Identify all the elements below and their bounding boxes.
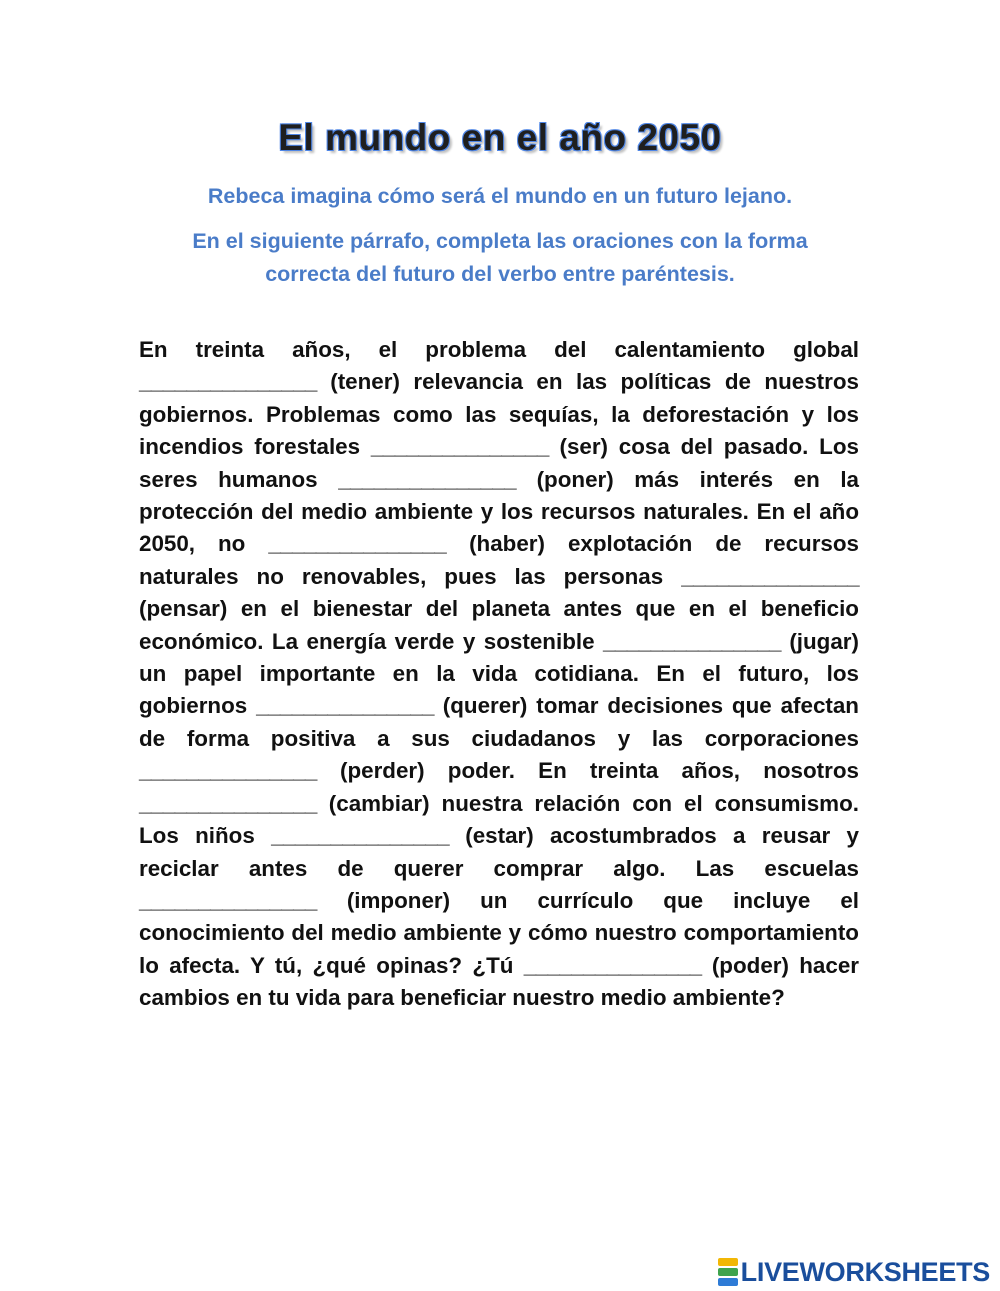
text-segment: (querer) tomar decisiones que afectan de forma positiva a sus ciudadanos y las corporaciones bbox=[139, 693, 859, 751]
liveworksheets-logo bbox=[718, 1255, 990, 1289]
logo-text: LIVEWORKSHEETS bbox=[740, 1256, 990, 1287]
text-segment: (haber) explotación de recursos naturales no renovables, pues las personas bbox=[139, 531, 859, 589]
text-segment: (poder) hacer cambios en tu vida para beneficiar nuestro medio ambiente? bbox=[139, 952, 859, 1011]
logo-stripe bbox=[718, 1258, 738, 1266]
liveworksheets-logo-icon bbox=[718, 1258, 738, 1286]
text-segment: (jugar) un papel importante en la vida cotidiana. En el futuro, los gobiernos bbox=[139, 628, 859, 719]
answer-blank-3[interactable]: _______________ bbox=[338, 466, 516, 492]
text-segment: (tener) relevancia en las políticas de nuestros gobiernos. Problemas como las sequías, la deforestación y los incendios forestales bbox=[139, 369, 859, 460]
logo-stripe bbox=[718, 1268, 738, 1276]
answer-blank-2[interactable]: _______________ bbox=[370, 434, 549, 460]
page-title: El mundo en el año 2050 bbox=[278, 117, 722, 158]
answer-blank-10[interactable]: _______________ bbox=[271, 823, 449, 849]
text-segment: (estar) acostumbrados a reusar y reciclar antes de querer comprar algo. Las escuelas bbox=[139, 823, 859, 881]
exercise-paragraph bbox=[139, 334, 859, 1015]
answer-blank-8[interactable]: _______________ bbox=[139, 758, 317, 784]
answer-blank-1[interactable]: _______________ bbox=[139, 369, 317, 395]
text-segment: (poner) más interés en la protección del medio ambiente y los recursos naturales. En el año 2050, no bbox=[139, 466, 859, 557]
answer-blank-9[interactable]: _______________ bbox=[139, 790, 317, 816]
text-segment: (ser) cosa del pasado. Los seres humanos bbox=[139, 434, 859, 492]
answer-blank-12[interactable]: _______________ bbox=[523, 952, 702, 978]
text-segment: En treinta años, el problema del calentamiento global bbox=[139, 337, 859, 362]
answer-blank-11[interactable]: _______________ bbox=[139, 887, 317, 913]
answer-blank-7[interactable]: _______________ bbox=[256, 693, 434, 719]
text-segment: (pensar) en el bienestar del planeta antes que en el beneficio económico. La energía verde y sostenible bbox=[139, 596, 859, 654]
answer-blank-6[interactable]: _______________ bbox=[603, 628, 781, 654]
logo-stripe bbox=[718, 1278, 738, 1286]
answer-blank-5[interactable]: _______________ bbox=[681, 563, 859, 589]
subtitle: Rebeca imagina cómo será el mundo en un futuro lejano. bbox=[207, 184, 793, 208]
text-segment: (perder) poder. En treinta años, nosotros bbox=[339, 758, 859, 784]
text-segment: (cambiar) nuestra relación con el consumismo. Los niños bbox=[139, 790, 859, 849]
instructions: En el siguiente párrafo, completa las oraciones con la forma correcta del futuro del verbo entre paréntesis. bbox=[192, 229, 808, 286]
answer-blank-4[interactable]: _______________ bbox=[268, 531, 447, 557]
text-segment: (imponer) un currículo que incluye el conocimiento del medio ambiente y cómo nuestro comportamiento lo afecta. Y tú, ¿qué opinas? ¿Tú bbox=[139, 887, 859, 978]
